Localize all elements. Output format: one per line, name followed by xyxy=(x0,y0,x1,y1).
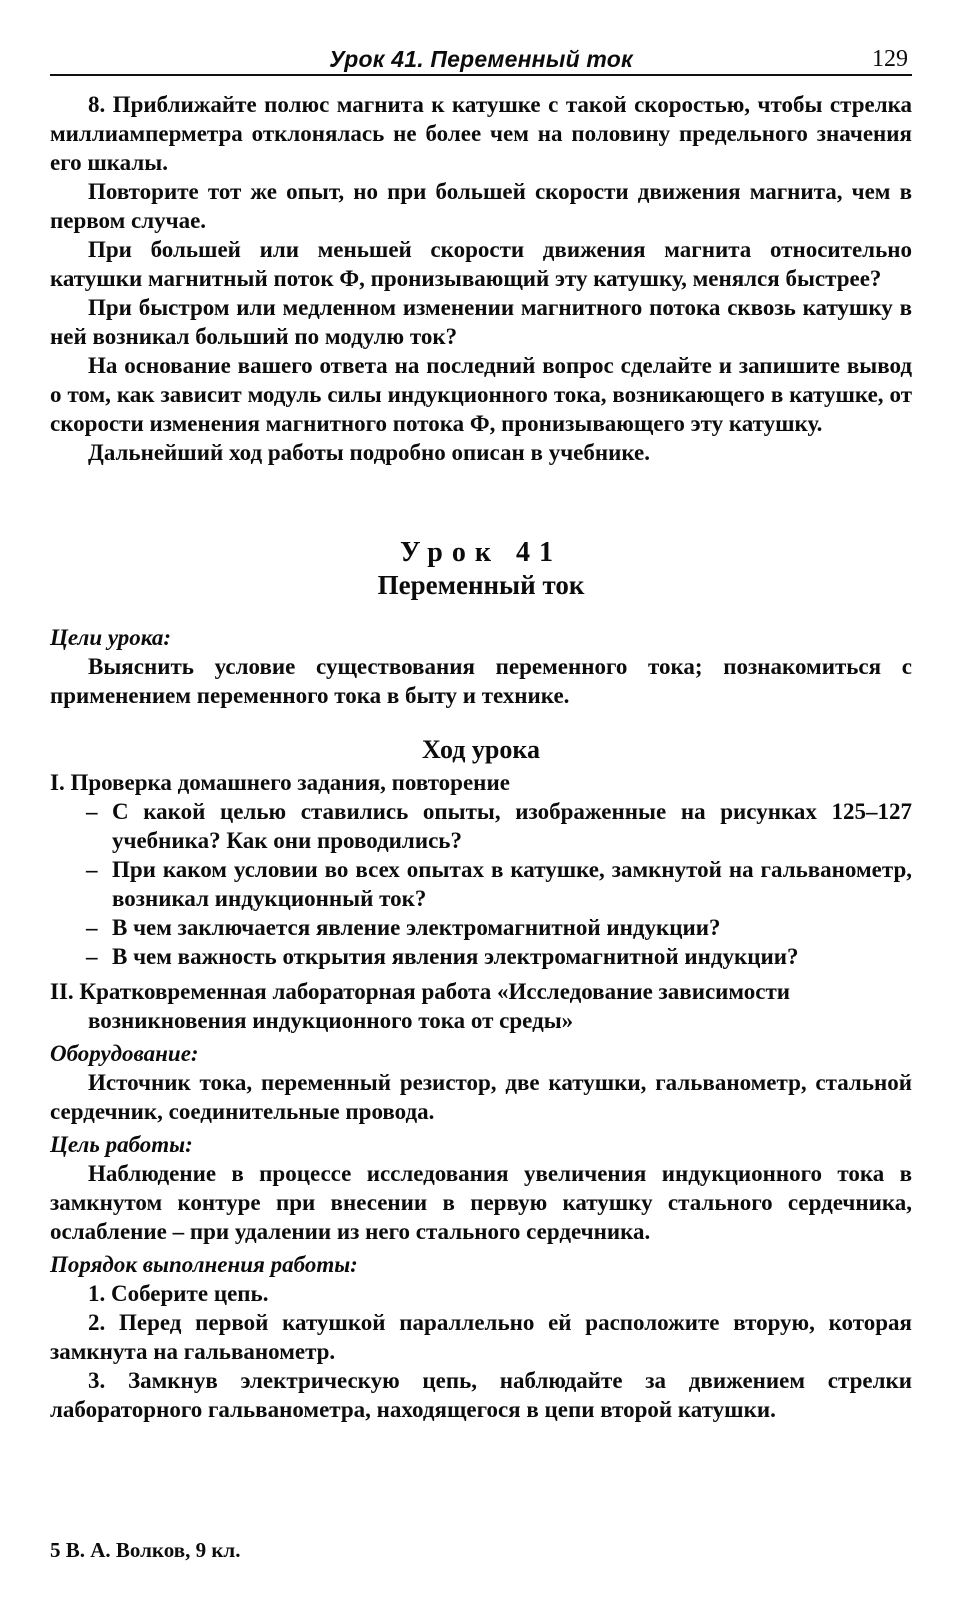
question-item: – С какой целью ставились опыты, изображенные на рисунках 125–127 учебника? Как они проводились? xyxy=(86,799,912,853)
question-item: – При каком условии во всех опытах в катушке, замкнутой на гальванометр, возникал индукционный ток? xyxy=(86,857,912,911)
procedure-label: Порядок выполнения работы: xyxy=(50,1252,358,1277)
intro-paragraph: Дальнейший ход работы подробно описан в учебнике. xyxy=(88,440,651,465)
dash-marker: – xyxy=(86,944,98,969)
goals-label: Цели урока: xyxy=(50,625,172,650)
page-number: 129 xyxy=(872,46,908,72)
dash-marker: – xyxy=(86,799,98,824)
page xyxy=(50,44,912,1424)
intro-block xyxy=(50,90,912,467)
intro-paragraph: При большей или меньшей скорости движения магнита относительно катушки магнитный поток Ф, пронизывающий эту катушку, менялся быстрее? xyxy=(50,237,912,291)
procedure-step: 1. Соберите цепь. xyxy=(88,1281,269,1306)
section-2-heading: II. Кратковременная лабораторная работа «Исследование зависимости возникновения индукционного тока от среды» xyxy=(50,979,791,1033)
equipment-text: Источник тока, переменный резистор, две катушки, гальванометр, стальной сердечник, соединительные провода. xyxy=(50,1070,912,1124)
goal-label: Цель работы: xyxy=(50,1132,193,1157)
intro-paragraph: При быстром или медленном изменении магнитного потока сквозь катушку в ней возникал больший по модулю ток? xyxy=(50,295,912,349)
intro-paragraph: 8. Приближайте полюс магнита к катушке с такой скоростью, чтобы стрелка миллиамперметра отклонялась не более чем на половину предельного значения его шкалы. xyxy=(50,92,912,175)
question-list xyxy=(50,797,912,971)
course-heading: Ход урока xyxy=(422,735,540,764)
goal-text: Наблюдение в процессе исследования увеличения индукционного тока в замкнутом контуре при внесении в первую катушку стального сердечника, ослабление – при удалении из него стального сердечника. xyxy=(50,1161,912,1244)
intro-paragraph: На основание вашего ответа на последний вопрос сделайте и запишите вывод о том, как зависит модуль силы индукционного тока, возникающего в катушке, от скорости изменения магнитного потока Ф, пронизывающего эту катушку. xyxy=(50,353,912,436)
lesson-title: Переменный ток xyxy=(377,570,585,600)
section-1-heading: I. Проверка домашнего задания, повторение xyxy=(50,770,510,795)
running-title: Урок 41. Переменный ток xyxy=(329,46,633,72)
dash-marker: – xyxy=(86,857,98,882)
dash-marker: – xyxy=(86,915,98,940)
running-header xyxy=(50,44,912,76)
equipment-label: Оборудование: xyxy=(50,1041,199,1066)
goals-text: Выяснить условие существования переменного тока; познакомиться с применением переменного тока в быту и технике. xyxy=(50,654,912,708)
lesson-number-heading: Урок 41 xyxy=(400,537,562,568)
intro-paragraph: Повторите тот же опыт, но при большей скорости движения магнита, чем в первом случае. xyxy=(50,179,912,233)
question-item: – В чем важность открытия явления электромагнитной индукции? xyxy=(86,944,799,969)
procedure-step: 2. Перед первой катушкой параллельно ей расположите вторую, которая замкнута на гальванометр. xyxy=(50,1310,912,1364)
procedure-step: 3. Замкнув электрическую цепь, наблюдайте за движением стрелки лабораторного гальванометра, находящегося в цепи второй катушки. xyxy=(50,1368,912,1422)
footer-signature: 5 В. А. Волков, 9 кл. xyxy=(50,1538,241,1562)
question-item: – В чем заключается явление электромагнитной индукции? xyxy=(86,915,721,940)
